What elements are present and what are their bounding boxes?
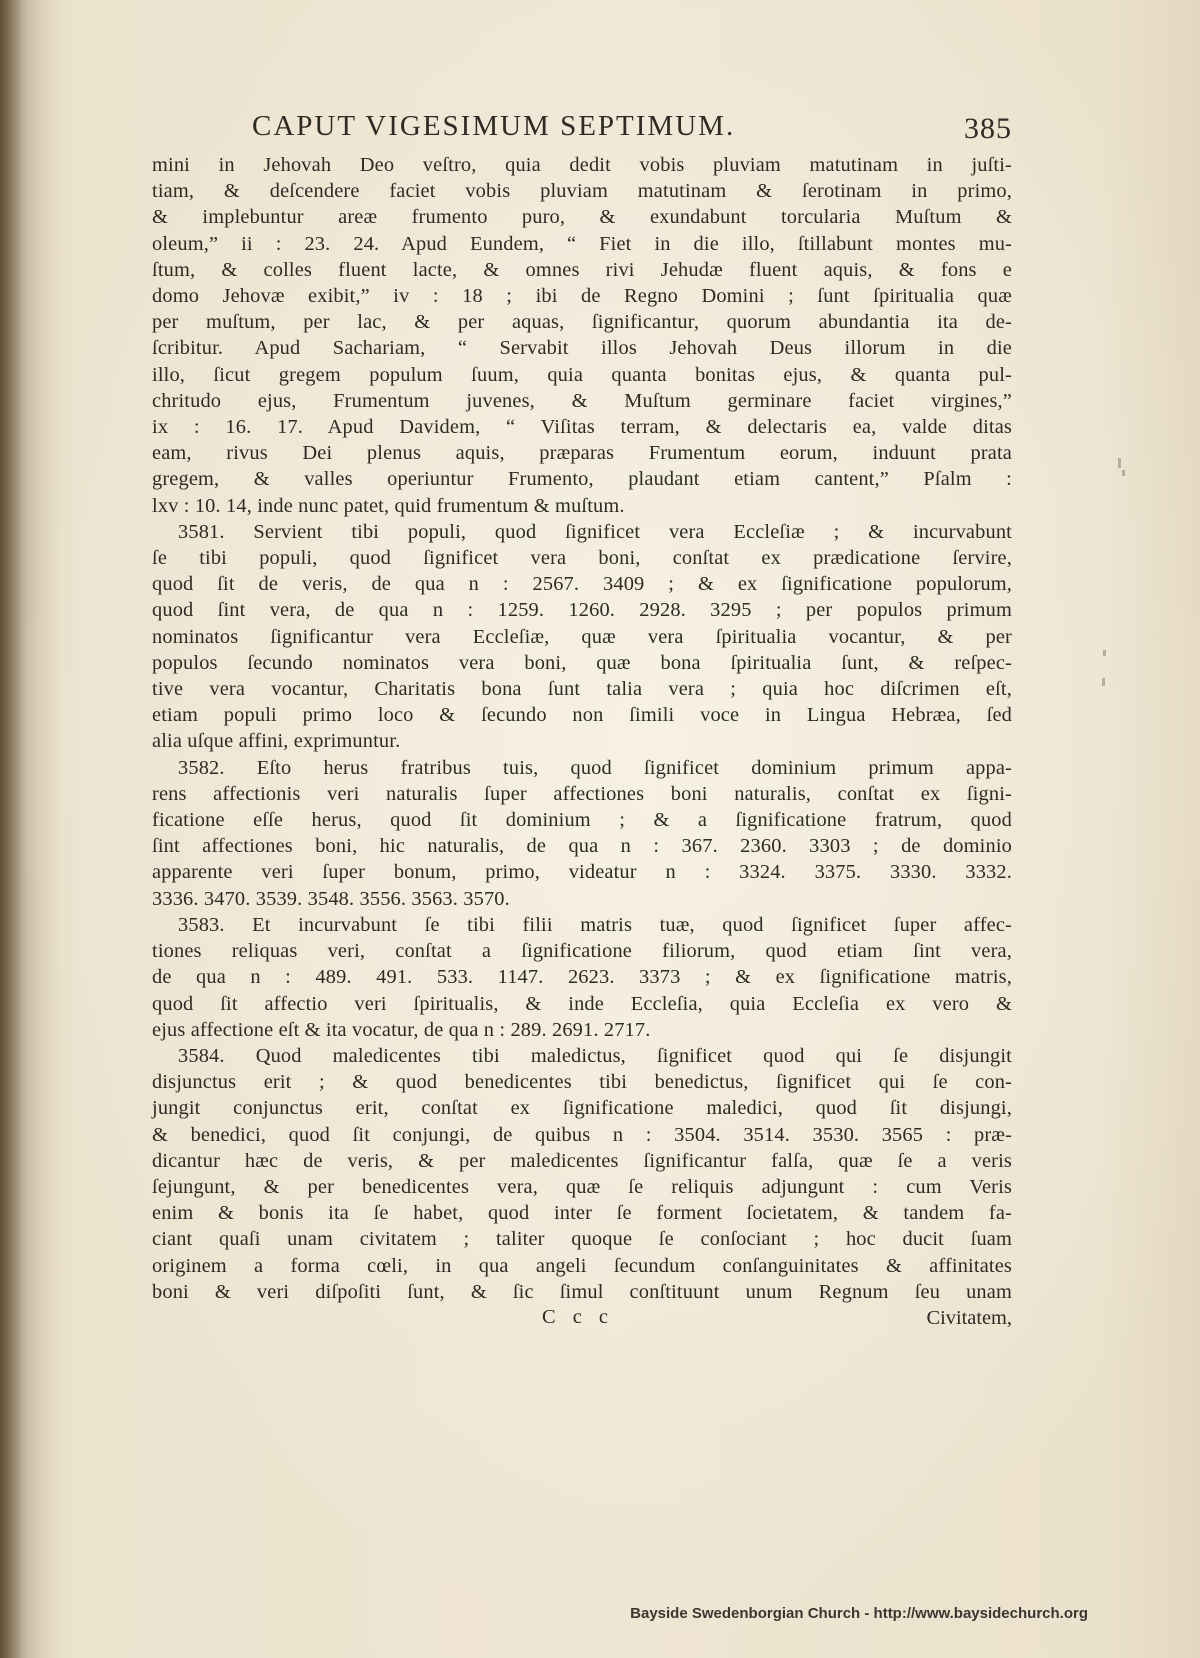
page-header [152,100,1012,152]
paper-speck [1102,678,1105,686]
text-line: per muſtum, per lac, & per aquas, ſignificantur, quorum abundantia ita de- [152,311,1012,334]
text-line: quod ſint vera, de qua n : 1259. 1260. 2928. 3295 ; per populos primum [152,599,1012,622]
text-line: rens affectionis veri naturalis ſuper affectiones boni naturalis, conſtat ex ſigni- [152,782,1012,805]
text-line: ſcribitur. Apud Sachariam, “ Servabit illos Jehovah Deus illorum in die [152,337,1012,360]
paper-speck [1103,650,1106,656]
text-line: ix : 16. 17. Apud Davidem, “ Viſitas terram, & delectaris ea, valde ditas [152,416,1012,439]
text-line: 3336. 3470. 3539. 3548. 3556. 3563. 3570. [152,887,510,910]
text-line: originem a forma cœli, in qua angeli ſecundum conſanguinitates & affinitates [152,1254,1012,1277]
text-line: tiam, & deſcendere faciet vobis pluviam matutinam & ſerotinam in primo, [152,180,1012,203]
page-footer [152,1305,1012,1333]
text-line: boni & veri diſpoſiti ſunt, & ſic ſimul conſtituunt unum Regnum ſeu unam [152,1280,1012,1303]
text-line: mini in Jehovah Deo veſtro, quia dedit vobis pluviam matutinam in juſti- [152,154,1012,176]
text-line: 3582. Eſto herus fratribus tuis, quod ſignificet dominium primum appa- [178,756,1012,779]
text-line: quod ſit affectio veri ſpiritualis, & inde Eccleſia, quia Eccleſia ex vero & [152,992,1012,1015]
text-line: alia uſque affini, exprimuntur. [152,730,401,753]
paper-speck [1122,470,1125,476]
text-line: oleum,” ii : 23. 24. Apud Eundem, “ Fiet in die illo, ſtillabunt montes mu- [152,232,1012,255]
text-line: ciant quaſi unam civitatem ; taliter quoque ſe conſociant ; hoc ducit ſuam [152,1228,1012,1251]
text-block [152,100,1012,1333]
text-line: enim & bonis ita ſe habet, quod inter ſe forment ſocietatem, & tandem fa- [152,1202,1012,1225]
spine-shadow [0,0,60,1658]
text-line: & implebuntur areæ frumento puro, & exundabunt torcularia Muſtum & [152,206,1012,229]
text-line: ſe tibi populi, quod ſignificet vera boni, conſtat ex prædicatione ſervire, [152,547,1012,570]
text-line: eam, rivus Dei plenus aquis, præparas Frumentum eorum, induunt prata [152,442,1012,465]
text-line: & benedici, quod ſit conjungi, de quibus n : 3504. 3514. 3530. 3565 : præ- [152,1123,1012,1146]
text-line: 3584. Quod maledicentes tibi maledictus, ſignificet quod qui ſe disjungit [178,1044,1012,1067]
text-line: jungit conjunctus erit, conſtat ex ſignificatione maledici, quod ſit disjungi, [152,1097,1012,1120]
watermark: Bayside Swedenborgian Church - http://www.baysidechurch.org [630,1605,1088,1622]
body-text [152,152,1012,1305]
text-line: tive vera vocantur, Charitatis bona ſunt talia vera ; quia hoc diſcrimen eſt, [152,678,1012,701]
text-line: lxv : 10. 14, inde nunc patet, quid frumentum & muſtum. [152,494,625,517]
text-line: ſejungunt, & per benedicentes vera, quæ ſe reliquis adjungunt : cum Veris [152,1175,1012,1198]
text-line: tiones reliquas veri, conſtat a ſignificatione filiorum, quod etiam ſint vera, [152,940,1012,963]
catchword: Civitatem, [926,1306,1012,1329]
text-line: domo Jehovæ exibit,” iv : 18 ; ibi de Regno Domini ; ſunt ſpiritualia quæ [152,285,1012,308]
running-head: CAPUT VIGESIMUM SEPTIMUM. [252,110,736,142]
text-line: disjunctus erit ; & quod benedicentes tibi benedictus, ſignificet qui ſe con- [152,1071,1012,1094]
page-number: 385 [964,112,1012,145]
text-line: ſtum, & colles fluent lacte, & omnes rivi Jehudæ fluent aquis, & fons e [152,258,1012,281]
text-line: nominatos ſignificantur vera Eccleſiæ, quæ vera ſpiritualia vocantur, & per [152,625,1012,648]
text-line: ſint affectiones boni, hic naturalis, de qua n : 367. 2360. 3303 ; de dominio [152,835,1012,858]
signature-mark: C c c [542,1305,614,1328]
text-line: etiam populi primo loco & ſecundo non ſimili voce in Lingua Hebræa, ſed [152,704,1012,727]
paper-speck [1118,458,1121,468]
text-line: dicantur hæc de veris, & per maledicentes ſignificantur falſa, quæ ſe a veris [152,1149,1012,1172]
text-line: populos ſecundo nominatos vera boni, quæ bona ſpiritualia ſunt, & reſpec- [152,651,1012,674]
text-line: illo, ſicut gregem populum ſuum, quia quanta bonitas ejus, & quanta pul- [152,363,1012,386]
text-line: chritudo ejus, Frumentum juvenes, & Muſtum germinare faciet virgines,” [152,389,1012,412]
text-line: de qua n : 489. 491. 533. 1147. 2623. 3373 ; & ex ſignificatione matris, [152,966,1012,989]
text-line: gregem, & valles operiuntur Frumento, plaudant etiam cantent,” Pſalm : [152,468,1012,491]
text-line: 3581. Servient tibi populi, quod ſignificet vera Eccleſiæ ; & incurvabunt [178,520,1012,543]
text-line: ficatione eſſe herus, quod ſit dominium ; & a ſignificatione fratrum, quod [152,809,1012,832]
text-line: 3583. Et incurvabunt ſe tibi filii matris tuæ, quod ſignificet ſuper affec- [178,913,1012,936]
text-line: ejus affectione eſt & ita vocatur, de qua n : 289. 2691. 2717. [152,1018,651,1041]
text-line: quod ſit de veris, de qua n : 2567. 3409 ; & ex ſignificatione populorum, [152,573,1012,596]
text-line: apparente veri ſuper bonum, primo, videatur n : 3324. 3375. 3330. 3332. [152,861,1012,884]
